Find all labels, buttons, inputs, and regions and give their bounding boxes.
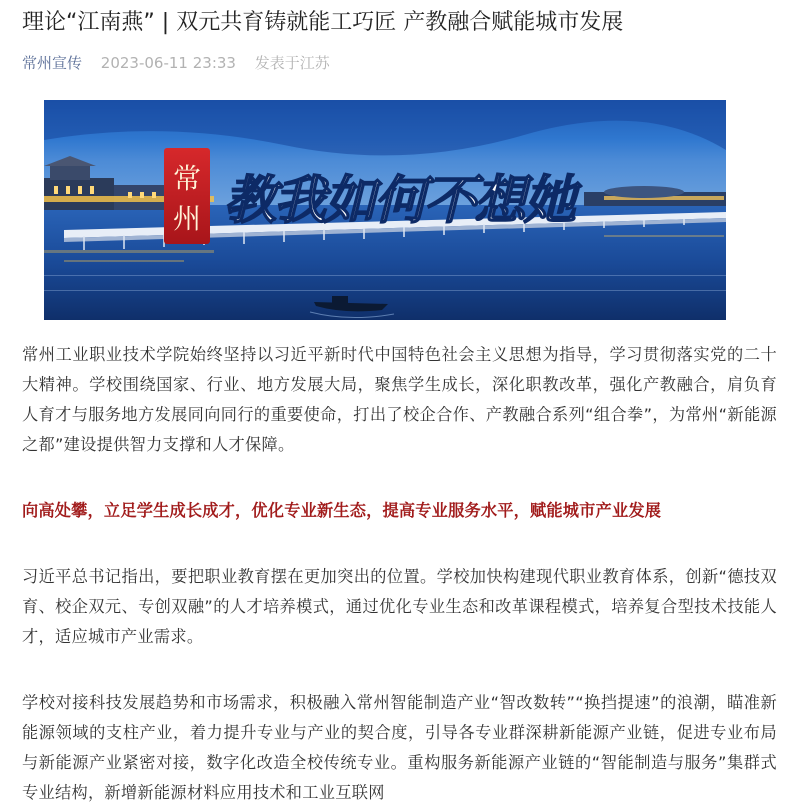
banner-tag-char-1: 常 bbox=[172, 162, 202, 195]
article-body bbox=[22, 340, 777, 804]
paragraph-intro: 常州工业职业技术学院始终坚持以习近平新时代中国特色社会主义思想为指导，学习贯彻落实党的二十大精神。学校围绕国家、行业、地方发展大局，聚焦学生成长，深化职教改革，强化产教融合，肩负育人育才与服务地方发展同向同行的重要使命，打出了校企合作、产教融合系列“组合拳”，为常州“新能源之都”建设提供智力支撑和人才保障。 bbox=[22, 345, 777, 454]
publish-time: 2023-06-11 23:33 bbox=[100, 54, 236, 72]
paragraph-3: 学校对接科技发展趋势和市场需求，积极融入常州智能制造产业“智改数转”“换挡提速”的浪潮，瞄准新能源领域的支柱产业，着力提升专业与产业的契合度，引导各专业群深耕新能源产业链，促进专业布局与新能源产业紧密对接，数字化改造全校传统专业。重构服务新能源产业链的“智能制造与服务”集群式专业结构，新增新能源材料应用技术和工业互联网 bbox=[22, 693, 777, 802]
banner-image[interactable] bbox=[44, 100, 726, 320]
article-meta bbox=[22, 50, 777, 76]
article-title: 理论“江南燕” | 双元共育铸就能工巧匠 产教融合赋能城市发展 bbox=[22, 10, 624, 35]
account-name-link[interactable]: 常州宣传 bbox=[22, 54, 83, 72]
banner-calligraphy-text: 教我如何不想她 bbox=[224, 170, 575, 231]
banner-illustration bbox=[44, 100, 726, 320]
paragraph-2: 习近平总书记指出，要把职业教育摆在更加突出的位置。学校加快构建现代职业教育体系，创新“德技双育、校企双元、专创双融”的人才培养模式，通过优化专业生态和改革课程模式，培养复合型技术技能人才，适应城市产业需求。 bbox=[22, 567, 777, 646]
publish-location: 发表于江苏 bbox=[254, 54, 330, 72]
changzhou-tag bbox=[164, 148, 210, 244]
banner-tag-char-2: 州 bbox=[172, 202, 202, 235]
section-subheading: 向高处攀，立足学生成长成才，优化专业新生态，提高专业服务水平，赋能城市产业发展 bbox=[22, 501, 662, 520]
